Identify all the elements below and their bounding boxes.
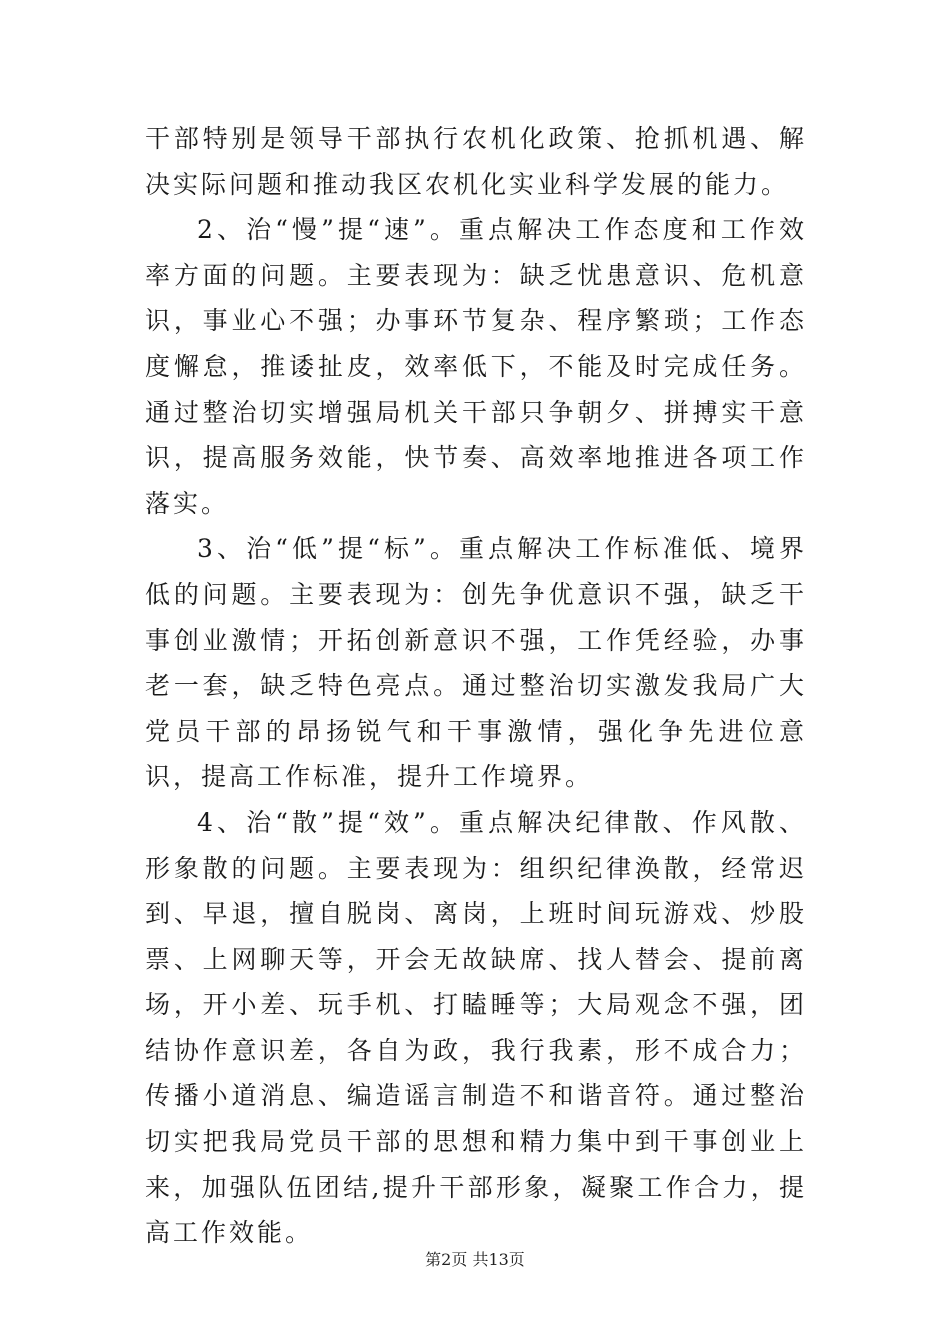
paragraph-continuation: 干部特别是领导干部执行农机化政策、抢抓机遇、解决实际问题和推动我区农机化实业科学发展的能力。 xyxy=(145,124,807,199)
paragraph-item-4: 4、治“散”提“效”。重点解决纪律散、作风散、形象散的问题。主要表现为：组织纪律涣散，经常迟到、早退，擅自脱岗、离岗，上班时间玩游戏、炒股票、上网聊天等，开会无故缺席、找人替会、提前离场，开小差、玩手机、打瞌睡等；大局观念不强，团结协作意识差，各自为政，我行我素，形不成合力；传播小道消息、编造谣言制造不和谐音符。通过整治切实把我局党员干部的思想和精力集中到干事创业上来，加强队伍团结,提升干部形象，凝聚工作合力，提高工作效能。 xyxy=(145,807,807,1248)
paragraph-item-2: 2、治“慢”提“速”。重点解决工作态度和工作效率方面的问题。主要表现为：缺乏忧患意识、危机意识，事业心不强；办事环节复杂、程序繁琐；工作态度懈怠，推诿扯皮，效率低下，不能及时完成任务。通过整治切实增强局机关干部只争朝夕、拼搏实干意识，提高服务效能，快节奏、高效率地推进各项工作落实。 xyxy=(145,215,807,518)
document-body xyxy=(145,116,807,1256)
page-number-footer: 第2页 共13页 xyxy=(425,1250,525,1269)
paragraph-item-3: 3、治“低”提“标”。重点解决工作标准低、境界低的问题。主要表现为：创先争优意识不强，缺乏干事创业激情；开拓创新意识不强，工作凭经验，办事老一套，缺乏特色亮点。通过整治切实激发我局广大党员干部的昂扬锐气和干事激情，强化争先进位意识，提高工作标准，提升工作境界。 xyxy=(145,534,807,792)
